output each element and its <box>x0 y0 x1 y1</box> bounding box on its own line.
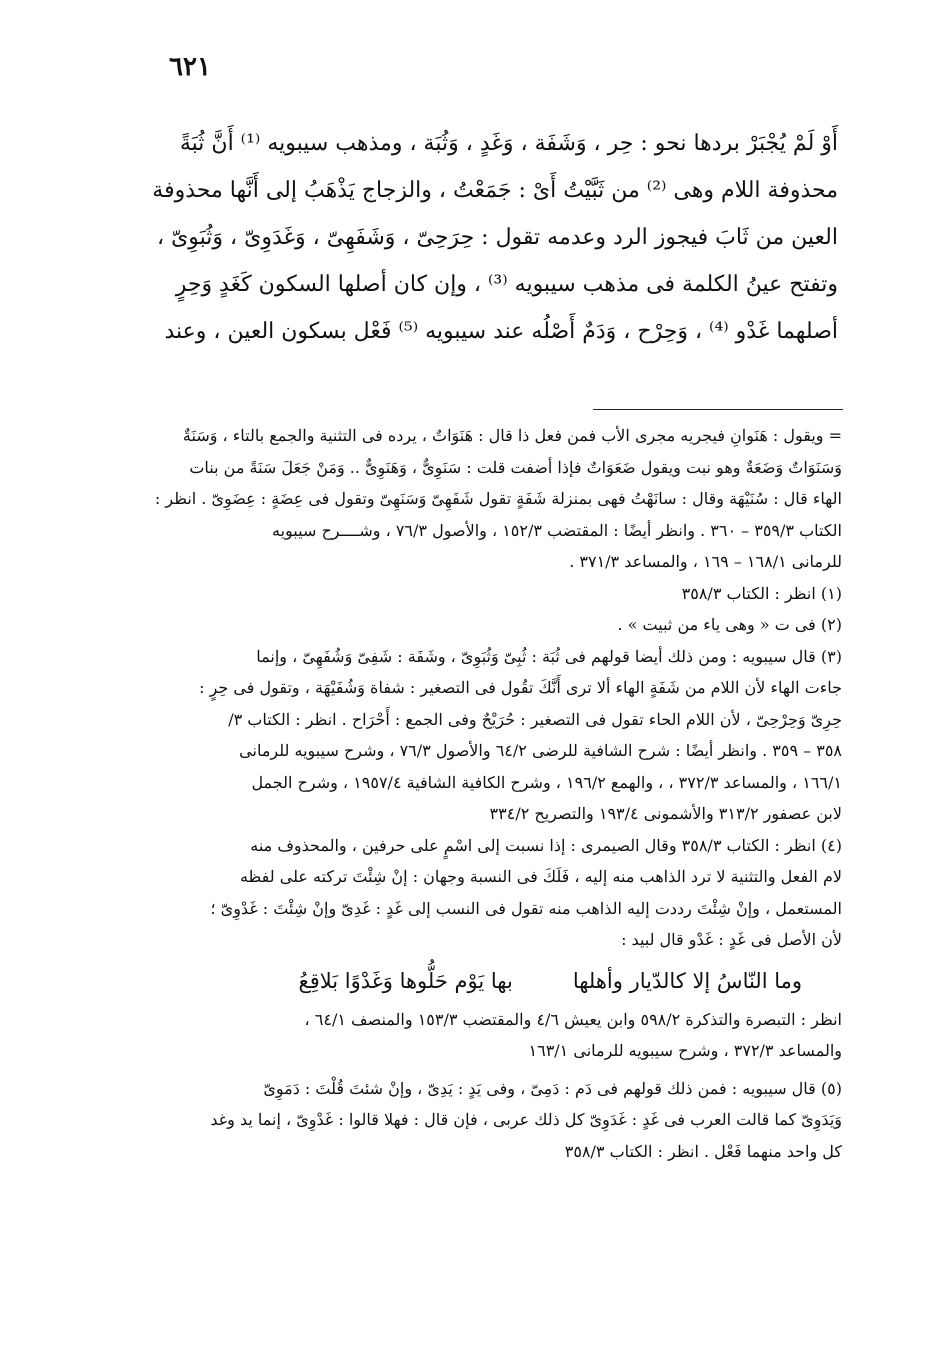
footnote-4-line: المستعمل ، وإنْ شِئْتَ رددت إليه الذاهب منه تقول فى النسب إلى غَدٍ : غَدِىّ وإنْ شِئْتَ : غَدْوِىّ ؛ <box>210 898 842 918</box>
footnote-continued-line: = ويقول : هَنَوانِ فيجريه مجرى الأب فمن فعل ذا قال : هَنَوَاتٌ ، يرده فى التثنية والجمع بالتاء ، وَسَنَةٌ <box>182 426 842 445</box>
footnotes <box>126 420 842 1167</box>
main-text-line: أصلهما غَدْو ⁽⁴⁾ ، وَحِرْح ، وَدَمٌ أَصْلُه عند سيبويه ⁽⁵⁾ فَعْل بسكون العين ، وعند <box>164 319 838 344</box>
footnote-4-line: لام الفعل والتثنية لا ترد الذاهب منه إليه ، فَلَكَ فى النسبة وجهان : إنْ شِئْتَ تركته على لفظه <box>239 867 842 886</box>
footnote-3-line: حِرِىّ وَحِرْحِىّ ، لأن اللام الحاء تقول فى التصغير : حُرَيْحٌ وفى الجمع : أَحْرَاح . انظر : الكتاب ٣/ <box>228 709 842 729</box>
main-text-line: محذوفة اللام وهى ⁽²⁾ من ثَبَّيْتُ أَىْ : جَمَعْتُ ، والزجاج يَذْهَبُ إلى أَنَّها محذوفة <box>152 178 838 203</box>
footnote-4-refs-line: والمساعد ٣٧٢/٣ ، وشرح سيبويه للرمانى ١٦٣/١ <box>528 1041 842 1060</box>
footnote-continued-line: للرمانى ١٦٨/١ – ١٦٩ ، والمساعد ٣٧١/٣ . <box>569 552 842 571</box>
footnote-3-line: ٣٥٨ – ٣٥٩ . وانظر أيضًا : شرح الشافية للرضى ٦٤/٢ والأصول ٧٦/٣ ، وشرح سيبويه للرمانى <box>239 741 842 760</box>
poem-first-hemistich: وما النّاسُ إلا كالدّيار وأهلها <box>572 968 802 993</box>
main-text-line: أَوْ لَمْ يُجْبَرْ بردها نحو : حِر ، وَشَفَة ، وَغَدٍ ، وَثُبَة ، ومذهب سيبويه ⁽¹⁾ أَنَّ ثُبَةً <box>179 131 838 156</box>
page-number: ٦٢١ <box>169 52 211 82</box>
footnote-continued-line: وَسَنَوَاتٌ وَضَعَةٌ وهو نبت ويقول ضَعَوَاتٌ فإذا أضفت قلت : سَنَوِىٌّ ، وَهَنَوِىٌّ .. وَمَنْ جَعَلَ سَنَةً من بنات <box>189 457 842 477</box>
main-text <box>128 120 838 355</box>
footnote-4-line: لأن الأصل فى غَدٍ : غَدْو قال لبيد : <box>621 930 842 949</box>
footnote-4-line: (٤) انظر : الكتاب ٣٥٨/٣ وقال الصيمرى : إذا نسبت إلى اسْمٍ على حرفين ، والمحذوف منه <box>250 835 842 855</box>
footnote-5-line: كل واحد منهما فَعْل . انظر : الكتاب ٣٥٨/٣ <box>564 1141 842 1161</box>
footnote-2: (٢) فى ت « وهى ياء من ثبيت » . <box>617 615 842 634</box>
footnote-separator <box>593 409 843 410</box>
main-text-line: العين من ثَابَ فيجوز الرد وعدمه تقول : حِرَحِىّ ، وَشَفَهِىّ ، وَغَدَوِىّ ، وَثُبَوِىّ ، <box>156 225 838 250</box>
footnote-continued-line: الكتاب ٣٥٩/٣ – ٣٦٠ . وانظر أيضًا : المقتضب ١٥٢/٣ ، والأصول ٧٦/٣ ، وشــــرح سيبويه <box>272 520 842 540</box>
footnote-3-line: لابن عصفور ٣١٣/٢ والأشمونى ١٩٣/٤ والتصريح ٣٣٤/٢ <box>489 804 842 823</box>
footnote-continued-line: الهاء قال : سُنَيْهَة وقال : سانَهْتُ فهى بمنزلة شَفَةٍ تقول شَفَهِىّ وَسَنَهِىّ وتقول فى عِضَةٍ : عِضَوِىّ . انظر : <box>154 489 842 508</box>
poem-second-hemistich: بها يَوْم حَلُّوها وَغَدْوًا بَلاقِعُ <box>298 968 513 993</box>
footnote-1: (١) انظر : الكتاب ٣٥٨/٣ <box>681 583 842 603</box>
footnote-4-refs-line: انظر : التبصرة والتذكرة ٥٩٨/٢ وابن يعيش ٤/٦ والمقتضب ١٥٣/٣ والمنصف ٦٤/١ ، <box>304 1009 842 1029</box>
main-text-line: وتفتح عينُ الكلمة فى مذهب سيبويه ⁽³⁾ ، وإن كان أصلها السكون كَغَدٍ وَحِرٍ <box>175 272 838 297</box>
footnote-3-line: ١٦٦/١ ، والمساعد ٣٧٢/٣ ، ، والهمع ١٩٦/٢ ، وشرح الكافية الشافية ١٩٥٧/٤ ، وشرح الجمل <box>251 772 842 792</box>
footnote-5-line: (٥) قال سيبويه : فمن ذلك قولهم فى دَم : دَمِىّ ، وفى يَدٍ : يَدِىّ ، وإنْ شئتَ قُلْتَ : دَمَوِىّ <box>263 1078 842 1098</box>
footnote-3-line: جاءت الهاء لأن اللام من شَفَةٍ الهاء ألا ترى أَنَّكَ تقُول فى التصغير : شفاة وَشُفَيْهَة ، وتقول فى حِرٍ : <box>199 678 842 697</box>
footnote-5-line: وَيَدَوِىّ كما قالت العرب فى غَدٍ : غَدَوِىّ كل ذلك عربى ، فإن قال : فهلا قالوا : غَدْوِىّ ، إنما يد وغد <box>210 1110 842 1129</box>
footnote-3-line: (٣) قال سيبويه : ومن ذلك أيضا قولهم فى ثُبَة : ثُبِىّ وَثُبَوِىّ ، وشَفَة : شَفِىّ وَشُفَهِىّ ، وإنما <box>256 646 842 666</box>
poem-verse <box>126 958 842 1004</box>
